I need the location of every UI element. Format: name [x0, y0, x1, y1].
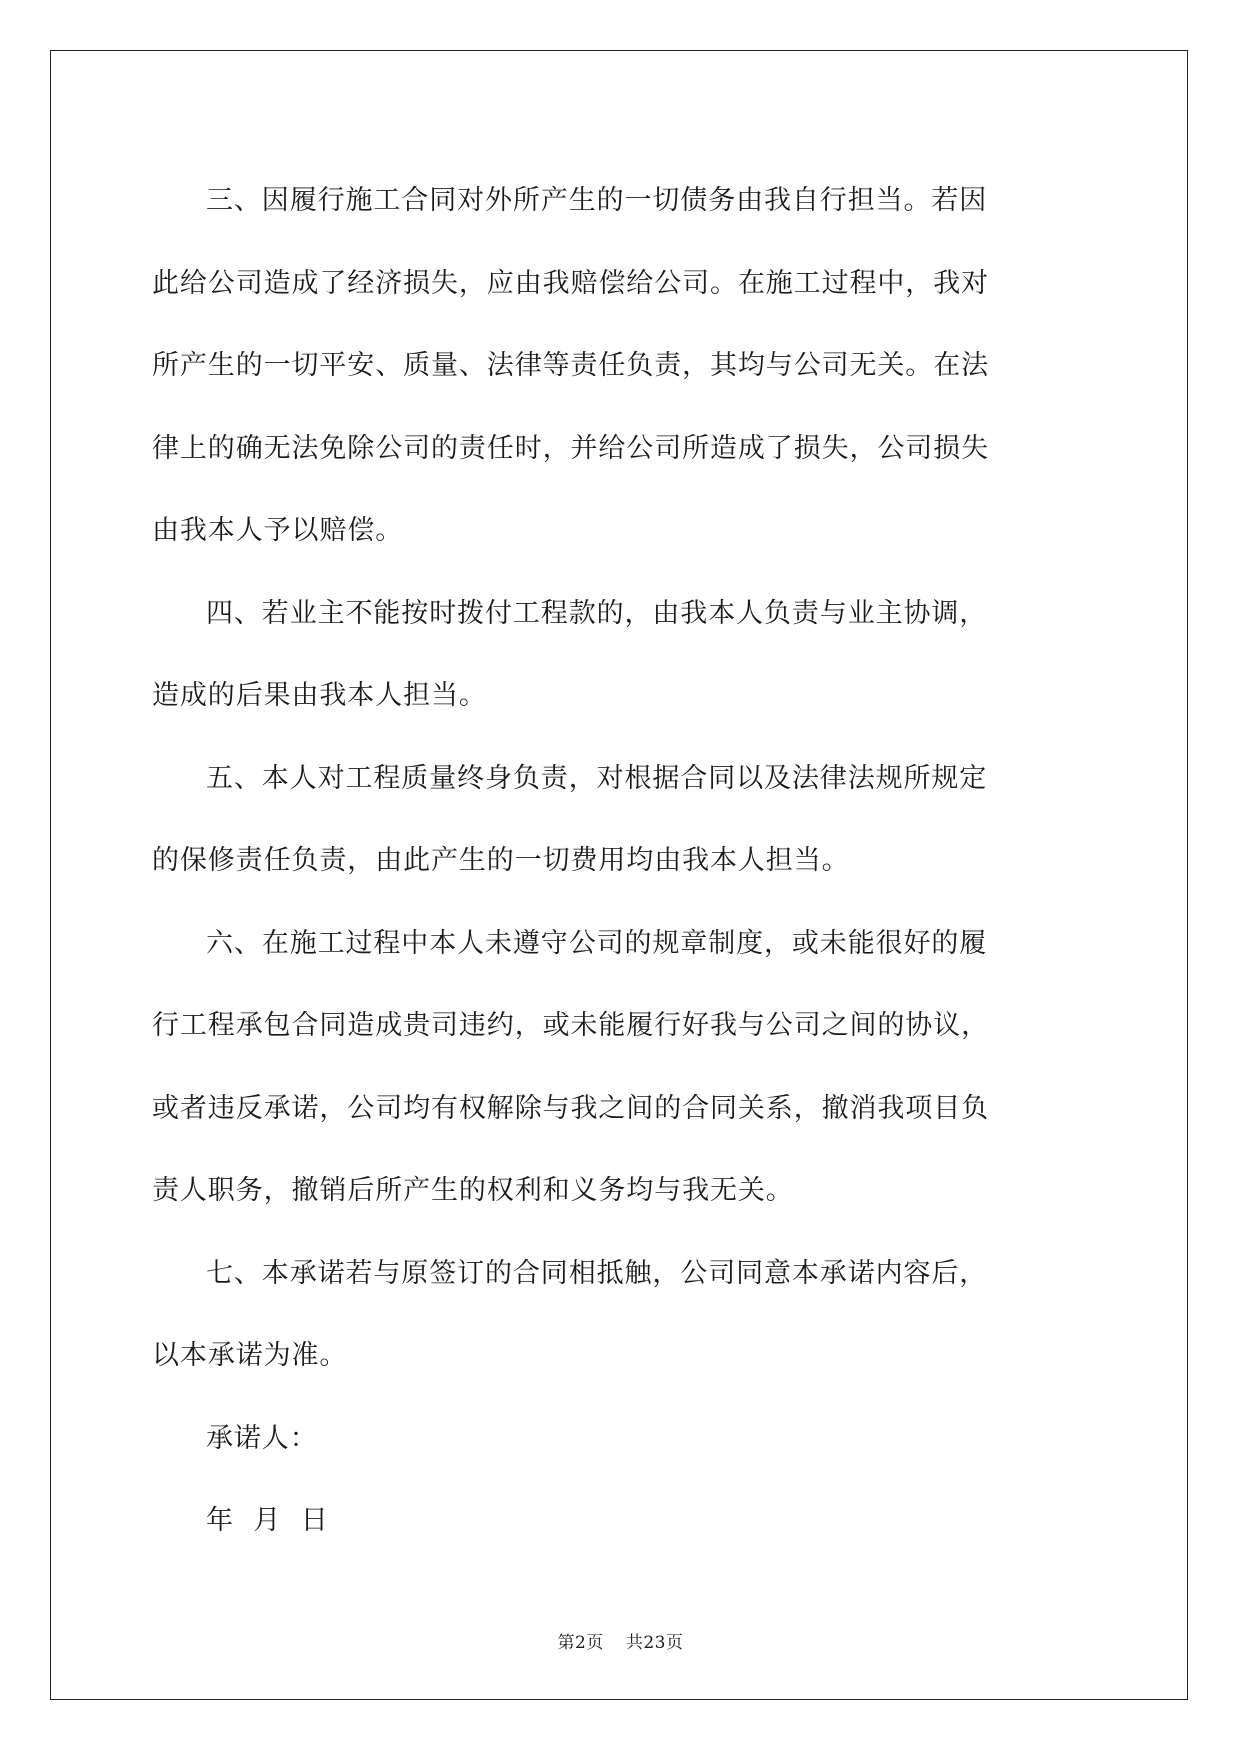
text-line: 七、本承诺若与原签订的合同相抵触，公司同意本承诺内容后， — [206, 1257, 988, 1289]
text-line: 此给公司造成了经济损失，应由我赔偿给公司。在施工过程中，我对 — [152, 267, 989, 299]
date-line: 年 月 日 — [206, 1505, 329, 1536]
text-line: 五、本人对工程质量终身负责，对根据合同以及法律法规所规定 — [206, 762, 988, 794]
page-number: 第2页 — [557, 1633, 604, 1653]
text-line: 造成的后果由我本人担当。 — [152, 680, 487, 711]
text-line: 或者违反承诺，公司均有权解除与我之间的合同关系，撤消我项目负 — [152, 1092, 989, 1124]
text-line: 责人职务，撤销后所产生的权利和义务均与我无关。 — [152, 1175, 794, 1206]
paragraph-3 — [152, 160, 1087, 573]
paragraph-4 — [152, 573, 1087, 738]
paragraph-5 — [152, 738, 1087, 903]
text-line: 三、因履行施工合同对外所产生的一切债务由我自行担当。若因 — [206, 185, 988, 216]
text-line: 由我本人予以赔偿。 — [152, 515, 404, 546]
text-line: 以本承诺为准。 — [152, 1340, 348, 1371]
text-line: 四、若业主不能按时拨付工程款的，由我本人负责与业主协调， — [206, 597, 988, 629]
paragraph-7 — [152, 1233, 1087, 1398]
signature-label: 承诺人： — [206, 1422, 318, 1454]
paragraph-6 — [152, 903, 1087, 1233]
text-line: 所产生的一切平安、质量、法律等责任负责，其均与公司无关。在法 — [152, 350, 989, 381]
text-line: 律上的确无法免除公司的责任时，并给公司所造成了损失，公司损失 — [152, 432, 989, 464]
page-total: 共23页 — [625, 1633, 684, 1653]
text-line: 的保修责任负责，由此产生的一切费用均由我本人担当。 — [152, 845, 850, 876]
document-body — [152, 160, 1087, 1563]
text-line: 六、在施工过程中本人未遵守公司的规章制度，或未能很好的履 — [206, 927, 988, 959]
page-footer — [0, 1628, 1241, 1653]
text-line: 行工程承包合同造成贵司违约，或未能履行好我与公司之间的协议， — [152, 1010, 989, 1041]
